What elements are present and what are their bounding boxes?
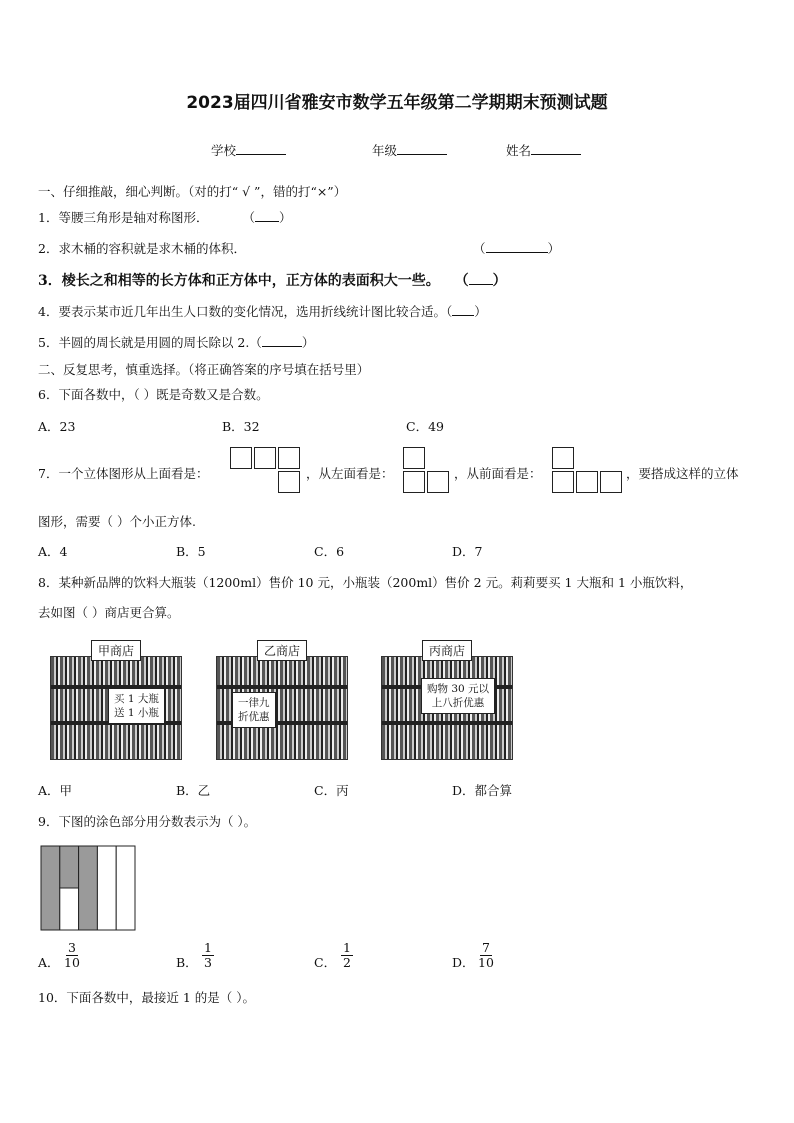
q9-option-d-fraction[interactable] xyxy=(478,941,494,970)
q3-paren-right: ） xyxy=(492,273,507,289)
school-blank[interactable] xyxy=(236,142,286,155)
name-label: 姓名 xyxy=(506,143,532,158)
section1-heading: 一、仔细推敲，细心判断。（对的打“ √ ”，错的打“×”） xyxy=(38,184,347,199)
q7-option-b[interactable]: B．5 xyxy=(176,544,206,559)
q8-text-a: 8．某种新品牌的饮料大瓶装（1200ml）售价 10 元，小瓶装（200ml）售价 2 元。莉莉要买 1 大瓶和 1 小瓶饮料， xyxy=(38,575,693,590)
q9-option-b-label[interactable]: B． xyxy=(176,955,198,970)
q9-a-numerator: 3 xyxy=(67,940,76,955)
q3-answer-blank[interactable] xyxy=(469,272,493,285)
shaded-rectangle-figure xyxy=(40,845,136,931)
shop-yi-sign: 乙商店 xyxy=(257,640,307,661)
q2-answer-blank[interactable] xyxy=(486,240,548,253)
top-view-diagram xyxy=(230,447,302,495)
question-1-text: 1．等腰三角形是轴对称图形． xyxy=(38,210,209,225)
question-10: 10．下面各数中，最接近 1 的是（ ）。 xyxy=(38,990,256,1005)
section2-heading: 二、反复思考，慎重选择。（将正确答案的序号填在括号里） xyxy=(38,362,370,377)
q4-answer-blank[interactable] xyxy=(452,303,474,316)
q7-text-c: ，从前面看是： xyxy=(454,466,542,481)
q9-c-denominator: 2 xyxy=(343,955,351,970)
q7-text-b: ，从左面看是： xyxy=(306,466,394,481)
q9-a-denominator: 10 xyxy=(64,955,80,970)
question-4 xyxy=(38,302,487,320)
question-3-text: 3．棱长之和相等的长方体和正方体中，正方体的表面积大一些。 xyxy=(38,273,440,289)
question-5-text: 5．半圆的周长就是用圆的周长除以 2.（ xyxy=(38,335,262,350)
left-view-diagram xyxy=(403,447,451,495)
q9-d-denominator: 10 xyxy=(478,955,494,970)
question-1 xyxy=(38,208,291,226)
shop-yi-tag: 一律九 折优惠 xyxy=(232,692,276,728)
q9-d-numerator: 7 xyxy=(481,940,490,955)
question-3 xyxy=(38,270,507,290)
shop-bing-tag: 购物 30 元以 上八折优惠 xyxy=(421,678,495,714)
name-field xyxy=(506,141,581,159)
q8-text-b: 去如图（ ）商店更合算。 xyxy=(38,605,180,620)
q8-option-a[interactable]: A．甲 xyxy=(38,783,73,798)
q3-paren-left: （ xyxy=(454,273,469,289)
q9-b-numerator: 1 xyxy=(204,940,212,955)
q7-option-a[interactable]: A．4 xyxy=(38,544,68,559)
q9-c-numerator: 1 xyxy=(343,940,351,955)
q8-option-b[interactable]: B．乙 xyxy=(176,783,211,798)
q9-option-b-fraction[interactable] xyxy=(202,941,214,970)
page-title: 2023届四川省雅安市数学五年级第二学期期末预测试题 xyxy=(186,93,608,113)
q9-option-c-fraction[interactable] xyxy=(341,941,353,970)
shop-jia-sign: 甲商店 xyxy=(91,640,141,661)
question-2 xyxy=(38,239,246,257)
q1-answer-blank[interactable] xyxy=(255,209,279,222)
grade-field xyxy=(372,141,447,159)
q6-option-c[interactable]: C．49 xyxy=(406,419,444,434)
q1-paren-left: （ xyxy=(242,210,255,225)
school-label: 学校 xyxy=(211,143,237,158)
q9-b-denominator: 3 xyxy=(204,955,212,970)
question-6: 6．下面各数中，（ ）既是奇数又是合数。 xyxy=(38,387,269,402)
name-blank[interactable] xyxy=(531,142,581,155)
q7-text-e: 图形，需要（ ）个小正方体. xyxy=(38,514,196,529)
shop-bing-sign: 丙商店 xyxy=(422,640,472,661)
question-4-text: 4．要表示某市近几年出生人口数的变化情况，选用折线统计图比较合适。（ xyxy=(38,304,453,319)
shop-bing-image xyxy=(381,640,513,760)
q9-option-a-label[interactable]: A． xyxy=(38,955,60,970)
q2-answer xyxy=(473,239,560,257)
question-9: 9．下图的涂色部分用分数表示为（ ）。 xyxy=(38,814,257,829)
question-2-text: 2．求木桶的容积就是求木桶的体积． xyxy=(38,241,246,256)
q2-paren-right: ） xyxy=(547,241,561,256)
shop-jia-image xyxy=(50,640,182,760)
q9-option-c-label[interactable]: C． xyxy=(314,955,337,970)
q2-paren-left: （ xyxy=(473,241,486,256)
q7-option-d[interactable]: D．7 xyxy=(452,544,483,559)
q6-option-a[interactable]: A．23 xyxy=(38,419,76,434)
q5-answer-blank[interactable] xyxy=(262,334,302,347)
q7-text-a: 7．一个立体图形从上面看是： xyxy=(38,466,209,481)
q4-paren-right: ） xyxy=(474,304,487,319)
grade-blank[interactable] xyxy=(397,142,447,155)
q9-option-a-fraction[interactable] xyxy=(64,941,80,970)
shop-jia-tag: 买 1 大瓶 送 1 小瓶 xyxy=(108,688,165,724)
q6-option-b[interactable]: B．32 xyxy=(222,419,260,434)
question-5 xyxy=(38,333,314,351)
q5-paren-right: ） xyxy=(301,335,315,350)
q9-option-d-label[interactable]: D． xyxy=(452,955,475,970)
shop-yi-image xyxy=(216,640,348,760)
front-view-diagram xyxy=(552,447,624,495)
grade-label: 年级 xyxy=(372,143,398,158)
q7-option-c[interactable]: C．6 xyxy=(314,544,345,559)
school-field xyxy=(211,141,286,159)
q8-option-c[interactable]: C．丙 xyxy=(314,783,349,798)
q7-text-d: ，要搭成这样的立体 xyxy=(626,466,739,481)
q1-paren-right: ） xyxy=(278,210,292,225)
q8-option-d[interactable]: D．都合算 xyxy=(452,783,513,798)
